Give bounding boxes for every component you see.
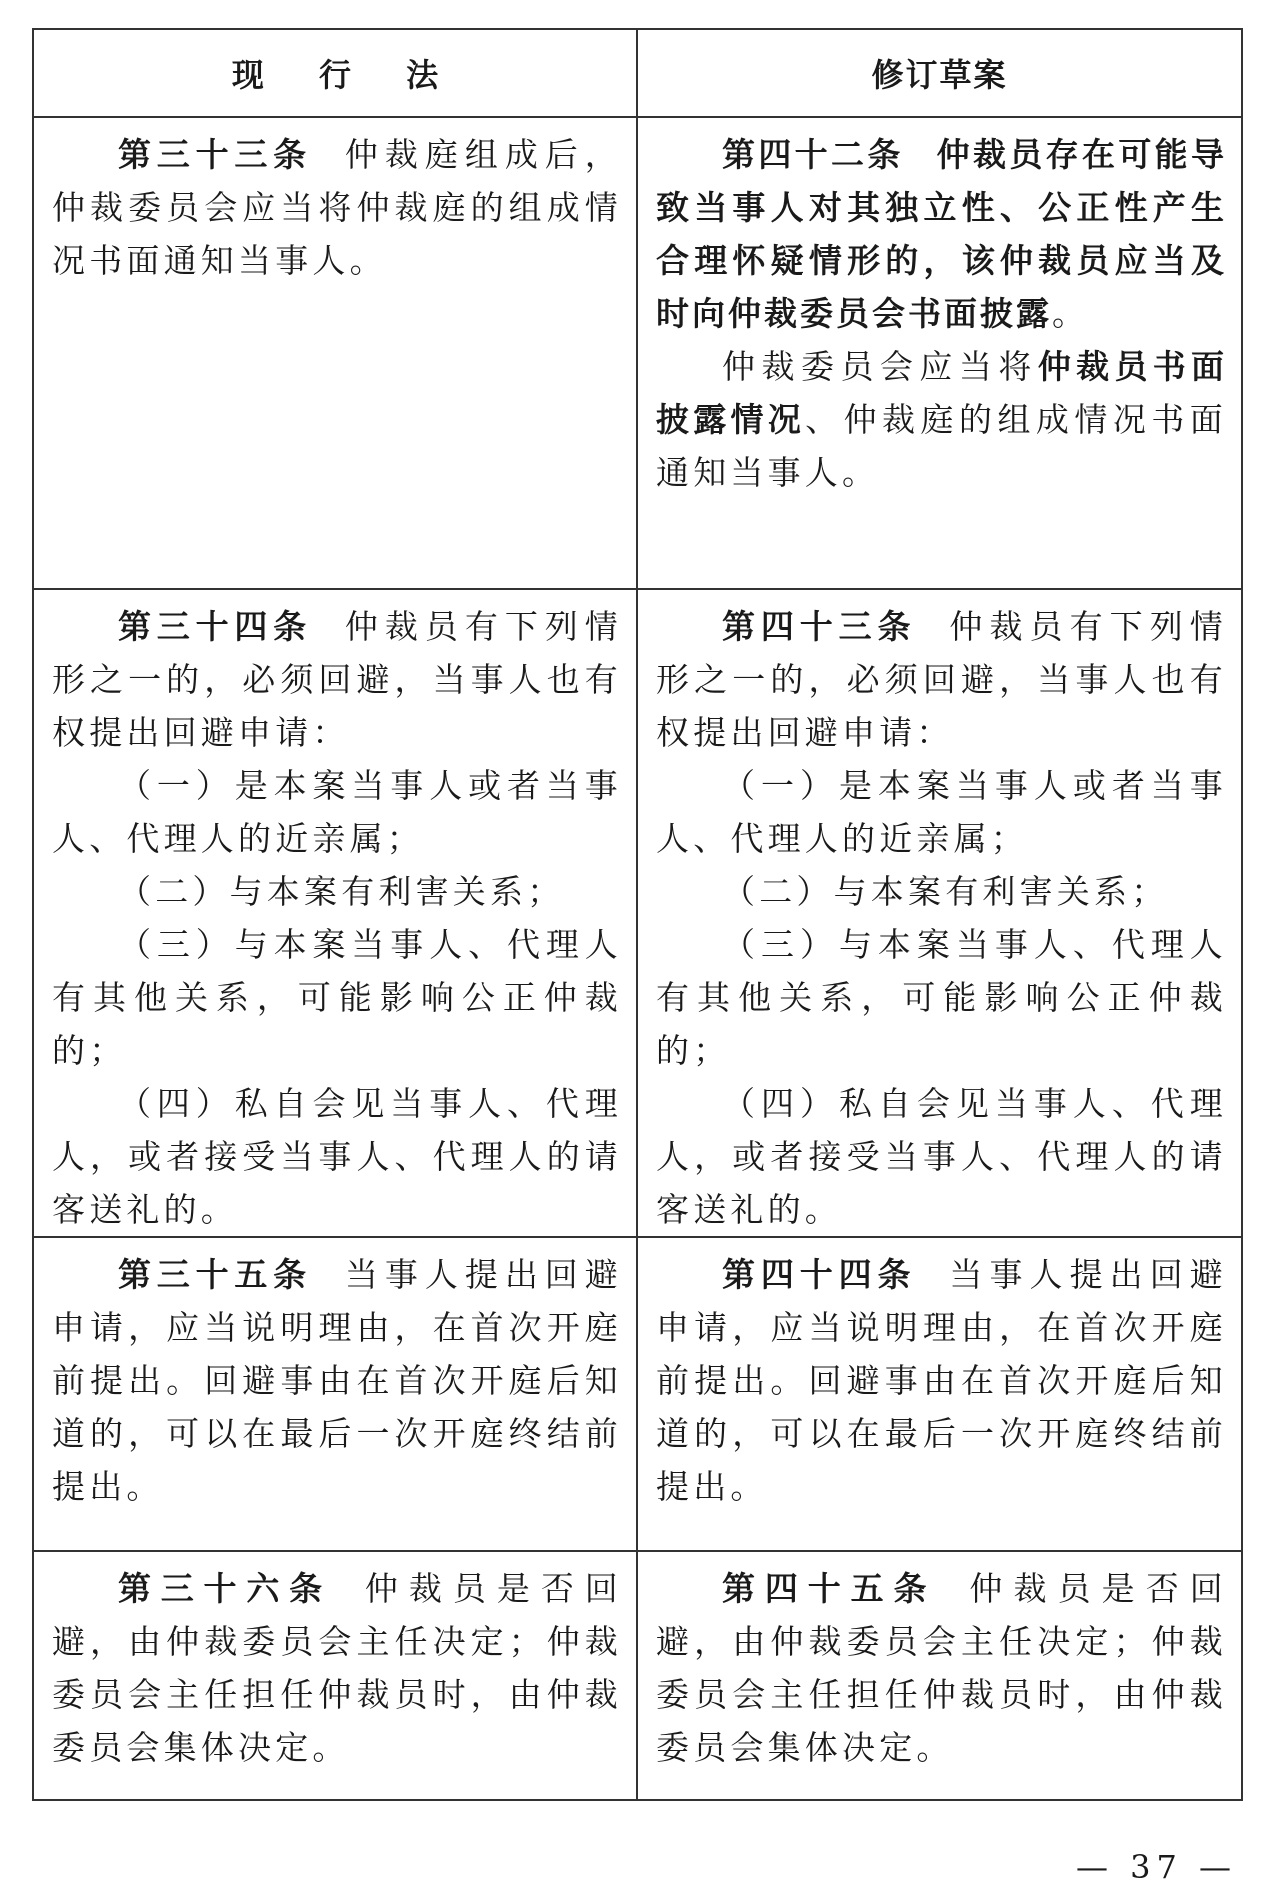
paragraph: （一）是本案当事人或者当事人、代理人的近亲属； (656, 766, 1227, 858)
revised-draft-cell (637, 1551, 1242, 1800)
article-number: 第四十四条 (722, 1255, 917, 1294)
paragraph: （三）与本案当事人、代理人有其他关系，可能影响公正仲裁的； (52, 925, 622, 1070)
page-number: — 37 — (1075, 1848, 1237, 1886)
article-text: 仲裁员是否回避，由仲裁委员会主任决定；仲裁委员会主任担任仲裁员时，由仲裁委员会集体决定。 (656, 1569, 1228, 1767)
paragraph (656, 1248, 1227, 1513)
article-text: 。 (1052, 294, 1090, 333)
paragraph (52, 128, 622, 287)
paragraph: （二）与本案有利害关系； (118, 872, 565, 911)
article-text: 当事人提出回避申请，应当说明理由，在首次开庭前提出。回避事由在首次开庭后知道的，可以在最后一次开庭终结前提出。 (52, 1255, 622, 1506)
article-text: 仲裁员是否回避，由仲裁委员会主任决定；仲裁委员会主任担任仲裁员时，由仲裁委员会集体决定。 (52, 1569, 623, 1767)
paragraph: （一）是本案当事人或者当事人、代理人的近亲属； (52, 766, 622, 858)
paragraph (52, 1248, 622, 1513)
table-row (33, 589, 1242, 1237)
paragraph (52, 1562, 622, 1774)
paragraph (656, 600, 1227, 759)
paragraph: （二）与本案有利害关系； (722, 872, 1169, 911)
paragraph (656, 128, 1227, 340)
article-number: 第四十三条 (722, 607, 917, 646)
paragraph: （四）私自会见当事人、代理人，或者接受当事人、代理人的请客送礼的。 (52, 1084, 622, 1229)
comparison-table (32, 28, 1243, 1801)
header-revised-draft: 修订草案 (637, 29, 1242, 117)
current-law-cell (33, 1551, 637, 1800)
article-text: 仲裁员有下列情形之一的，必须回避，当事人也有权提出回避申请： (656, 607, 1228, 752)
article-number: 第四十二条 (722, 135, 904, 174)
article-text: 仲裁委员会应当将 (722, 347, 1038, 386)
article-number: 第三十四条 (118, 607, 312, 646)
revised-draft-cell (637, 589, 1242, 1237)
article-text: 、仲裁庭的组成情况书面通知当事人。 (656, 400, 1228, 492)
article-number: 第四十五条 (722, 1569, 937, 1608)
table-header-row (33, 29, 1242, 117)
current-law-cell (33, 1237, 637, 1551)
revised-draft-cell (637, 1237, 1242, 1551)
paragraph: （四）私自会见当事人、代理人，或者接受当事人、代理人的请客送礼的。 (656, 1084, 1227, 1229)
revised-draft-cell (637, 117, 1242, 589)
paragraph (656, 1562, 1227, 1774)
table-row (33, 1237, 1242, 1551)
article-text: 仲裁员有下列情形之一的，必须回避，当事人也有权提出回避申请： (52, 607, 622, 752)
current-law-cell (33, 117, 637, 589)
current-law-cell (33, 589, 637, 1237)
table-row (33, 1551, 1242, 1800)
article-number: 第三十五条 (118, 1255, 312, 1294)
header-current-law: 现 行 法 (33, 29, 637, 117)
article-text: 仲裁庭组成后，仲裁委员会应当将仲裁庭的组成情况书面通知当事人。 (52, 135, 622, 280)
added-text: 仲裁员存在可能导致当事人对其独立性、公正性产生合理怀疑情形的，该仲裁员应当及时向仲裁委员会书面披露 (656, 135, 1228, 333)
paragraph (52, 600, 622, 759)
added-text: 仲裁员书面披露情况 (656, 347, 1228, 439)
article-number: 第三十三条 (118, 135, 312, 174)
article-number: 第三十六条 (118, 1569, 332, 1608)
paragraph (656, 340, 1227, 499)
paragraph: （三）与本案当事人、代理人有其他关系，可能影响公正仲裁的； (656, 925, 1227, 1070)
table-row (33, 117, 1242, 589)
article-text: 当事人提出回避申请，应当说明理由，在首次开庭前提出。回避事由在首次开庭后知道的，可以在最后一次开庭终结前提出。 (656, 1255, 1228, 1506)
